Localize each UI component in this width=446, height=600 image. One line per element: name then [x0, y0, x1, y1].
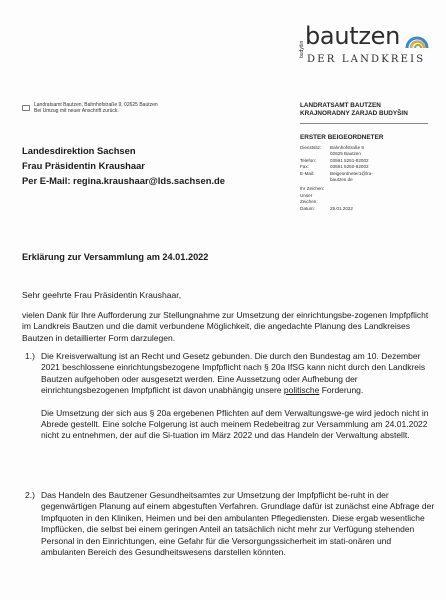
sender-line-2: Bei Umzug mit neuer Anschrift zurück.	[34, 108, 119, 114]
contact-row: Fax: 03591 5250-82002	[300, 164, 369, 170]
logo-wordmark: bautzen	[305, 22, 401, 50]
list-item-number: 2.)	[25, 490, 35, 500]
contact-row: Unser Zeichen:	[300, 192, 318, 205]
recipient-address	[22, 143, 225, 188]
org-name-de: LANDRATSAMT BAUTZEN	[300, 102, 381, 109]
contact-table	[300, 145, 440, 212]
contact-row: bautzen.de	[330, 177, 353, 183]
recipient-line-1: Landesdirektion Sachsen	[22, 145, 136, 156]
logo-side-text: budyšin	[299, 40, 305, 58]
contact-row: Dienstsitz: Bahnhofstraße 9	[300, 145, 364, 150]
underlined-word: politische	[283, 385, 320, 396]
divider	[300, 123, 428, 124]
contact-row: 02625 Bautzen	[330, 151, 361, 157]
paragraph: Die Umsetzung der sich aus § 20a ergebenen Pflichten auf dem Verwaltungswe-ge wird jedoch nicht in Abrede gestellt. Eine solche Folgerung ist auch meinem Redebeitrag zur Versammlung am 24.01.2022 nicht zu entnehmen, der auf die Si-tuation im März 2022 und das Handeln der Verwaltung abstellt.	[41, 407, 429, 441]
bautzen-logo	[297, 18, 437, 78]
contact-row: Telefon: 03591 5251-82002	[300, 157, 369, 163]
salutation: Sehr geehrte Frau Präsidentin Kraushaar,	[22, 290, 182, 300]
contact-row: E-Mail: Beigeordneter1@lra-	[300, 170, 373, 176]
letter-subject: Erklärung zur Versammlung am 24.01.2022	[22, 252, 209, 262]
list-item-body	[41, 351, 436, 442]
sender-line	[22, 102, 158, 114]
sender-line-1: Landratsamt Bautzen, Bahnhofstraße 9, 02625 Bautzen	[34, 102, 158, 108]
org-name-sorbian: KRAJNORADNY ZARJAD BUDYŠIN	[300, 110, 408, 117]
paragraph: Das Handeln des Bautzener Gesundheitsamtes zur Umsetzung der Impfpflicht be-ruht in der gegenwärtigen Planung auf einem abgestuften Verfahren. Grundlage dafür ist zunächst eine Abfrage der Impfquoten in den Kliniken, Heimen und bei den ambulanten Pflegediensten. Diese ergab wesentliche Impflücken, die selbst bei einem geringen Anteil an tatsächlich nicht mehr zur Verfügung stehenden Personal in den Einrichtungen, eine Gefahr für die Versorgungssicherheit im stati-onären und ambulanten Bereich des Gesundheitswesens darstellen könnten.	[41, 490, 435, 558]
paragraph: Die Kreisverwaltung ist an Recht und Gesetz gebunden. Die durch den Bundestag am 10. Dezember 2021 beschlossene einrichtungsbezogene Impfpflicht nach § 20a IfSG kann nicht durch den Landkreis Bautzen aufgehoben oder ausgesetzt werden. Eine Aussetzung oder Aufhebung der einrichtungsbezogenen Impfpflicht ist davon unabhängig unsere politische Forderung.	[41, 351, 426, 396]
intro-paragraph: vielen Dank für Ihre Aufforderung zur Stellungnahme zur Umsetzung der einrichtungsbe-zogenen Impfpflicht im Landkreis Bautzen und die damit verbundene Möglichkeit, die angedachte Planung des Landkreises Bautzen in detaillierter Form darzulegen.	[22, 310, 429, 343]
department: ERSTER BEIGEORDNETER	[300, 134, 384, 141]
letterhead-info	[300, 102, 440, 212]
recipient-line-3: Per E-Mail: regina.kraushaar@lds.sachsen.de	[22, 175, 225, 186]
list-item-body	[41, 490, 436, 558]
list-item-number: 1.)	[25, 351, 35, 361]
contact-row: Ihr Zeichen:	[300, 186, 325, 192]
envelope-icon	[22, 105, 30, 111]
logo-arc-icon	[405, 30, 431, 52]
recipient-line-2: Frau Präsidentin Kraushaar	[22, 160, 145, 171]
logo-subtitle: DER LANDKREIS	[307, 54, 426, 65]
contact-row: Datum: 25.01.2022	[300, 205, 353, 211]
